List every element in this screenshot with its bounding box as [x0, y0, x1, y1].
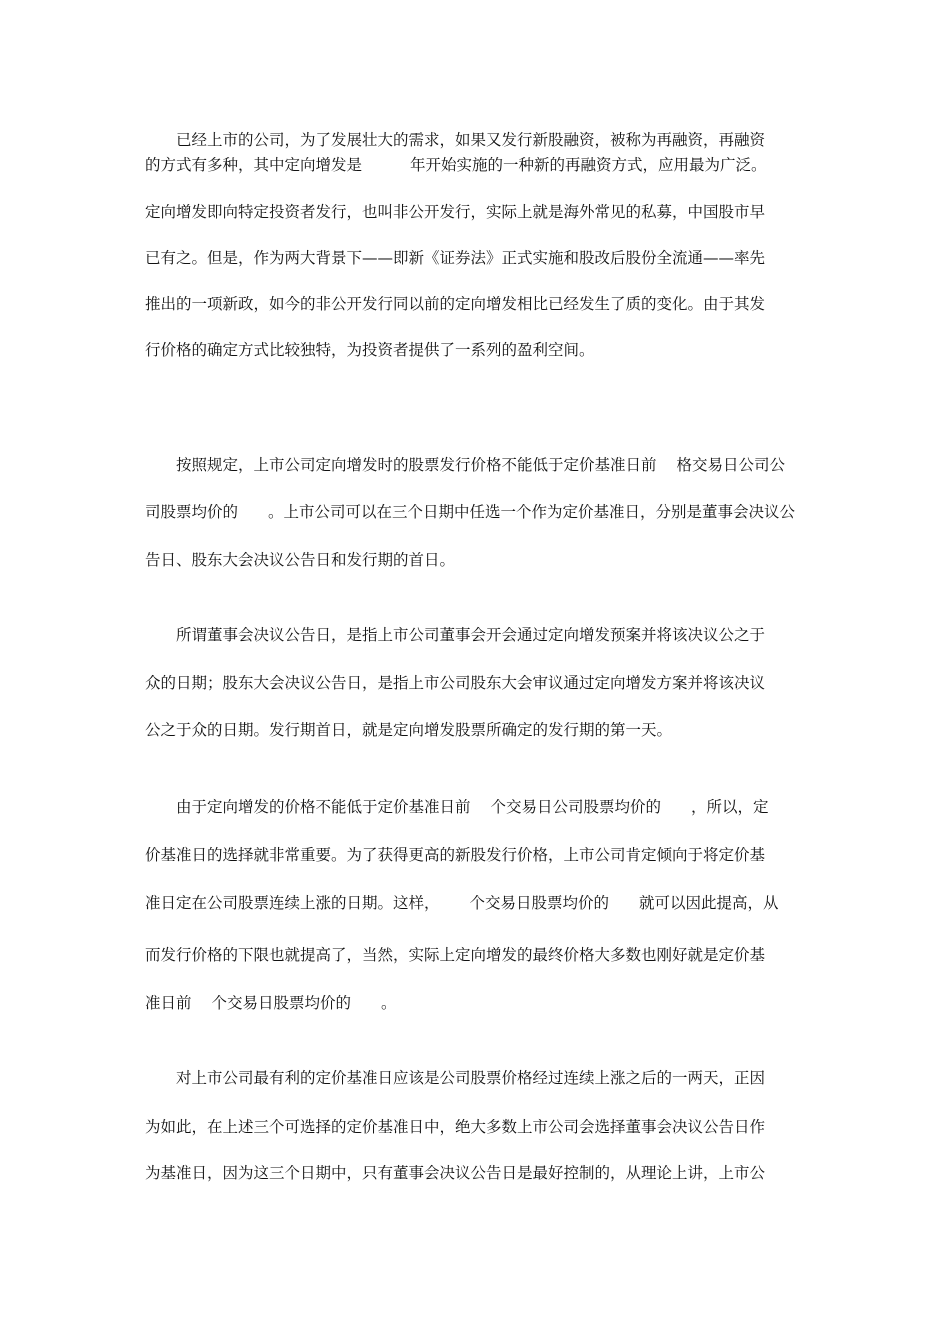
text-segment: 为如此，在上述三个可选择的定价基准日中，绝大多数上市公司会选择董事会决议公告日作 — [145, 1118, 766, 1136]
text-segment: 个交易日股票均价的 — [469, 894, 610, 912]
text-segment: 的方式有多种，其中定向增发是 — [145, 156, 363, 174]
paragraph-2-line-2 — [145, 502, 810, 522]
paragraph-3-line-3 — [145, 720, 810, 740]
text-segment: 已有之。但是，作为两大背景下——即新《证券法》正式实施和股改后股份全流通——率先 — [145, 249, 766, 267]
paragraph-5-line-2 — [145, 1117, 810, 1137]
text-segment: 公之于众的日期。发行期首日，就是定向增发股票所确定的发行期的第一天。 — [145, 721, 673, 739]
text-segment: 定向增发即向特定投资者发行，也叫非公开发行，实际上就是海外常见的私募，中国股市早 — [145, 203, 766, 221]
text-segment: 已经上市的公司，为了发展壮大的需求，如果又发行新股融资，被称为再融资，再融资 — [176, 131, 766, 149]
text-segment: 个交易日公司股票均价的 — [490, 798, 662, 816]
text-segment: 为基准日，因为这三个日期中，只有董事会决议公告日是最好控制的，从理论上讲，上市公 — [145, 1164, 766, 1182]
text-segment: 格交易日公司公 — [676, 456, 786, 474]
text-segment: 就可以因此提高，从 — [639, 894, 779, 912]
text-segment: 由于定向增发的价格不能低于定价基准日前 — [176, 798, 471, 816]
text-segment: 个交易日股票均价的 — [211, 994, 352, 1012]
text-segment: ，所以，定 — [691, 798, 769, 816]
paragraph-2-line-1 — [176, 455, 810, 475]
paragraph-1-line-1 — [176, 130, 810, 150]
text-segment: 而发行价格的下限也就提高了，当然，实际上定向增发的最终价格大多数也刚好就是定价基 — [145, 946, 766, 964]
paragraph-5-line-3 — [145, 1163, 810, 1183]
paragraph-5-line-1 — [176, 1068, 810, 1088]
text-segment: 司股票均价的 — [145, 503, 239, 521]
text-segment: 。上市公司可以在三个日期中任选一个作为定价基准日，分别是董事会决议公 — [268, 503, 796, 521]
text-segment: 所谓董事会决议公告日，是指上市公司董事会开会通过定向增发预案并将该决议公之于 — [176, 626, 766, 644]
paragraph-4-line-5 — [145, 993, 810, 1013]
text-segment: 准日前 — [145, 994, 192, 1012]
text-segment: 对上市公司最有利的定价基准日应该是公司股票价格经过连续上涨之后的一两天，正因 — [176, 1069, 766, 1087]
paragraph-1-line-2 — [145, 155, 810, 175]
paragraph-4-line-2 — [145, 845, 810, 865]
text-segment: 推出的一项新政，如今的非公开发行同以前的定向增发相比已经发生了质的变化。由于其发 — [145, 295, 766, 313]
paragraph-4-line-3 — [145, 893, 810, 913]
paragraph-3-line-2 — [145, 673, 810, 693]
text-segment: 众的日期；股东大会决议公告日，是指上市公司股东大会审议通过定向增发方案并将该决议 — [145, 674, 766, 692]
paragraph-1-line-3 — [145, 202, 810, 222]
text-segment: 按照规定，上市公司定向增发时的股票发行价格不能低于定价基准日前 — [176, 456, 657, 474]
paragraph-2-line-3 — [145, 550, 810, 570]
text-segment: 年开始实施的一种新的再融资方式，应用最为广泛。 — [410, 156, 767, 174]
text-segment: 。 — [381, 994, 397, 1012]
paragraph-4-line-4 — [145, 945, 810, 965]
text-segment: 行价格的确定方式比较独特，为投资者提供了一系列的盈利空间。 — [145, 341, 595, 359]
paragraph-1-line-6 — [145, 340, 810, 360]
text-segment: 告日、股东大会决议公告日和发行期的首日。 — [145, 551, 456, 569]
text-segment: 准日定在公司股票连续上涨的日期。这样， — [145, 894, 440, 912]
text-segment: 价基准日的选择就非常重要。为了获得更高的新股发行价格，上市公司肯定倾向于将定价基 — [145, 846, 766, 864]
paragraph-3-line-1 — [176, 625, 810, 645]
paragraph-1-line-5 — [145, 294, 810, 314]
paragraph-4-line-1 — [176, 797, 810, 817]
paragraph-1-line-4 — [145, 248, 810, 268]
